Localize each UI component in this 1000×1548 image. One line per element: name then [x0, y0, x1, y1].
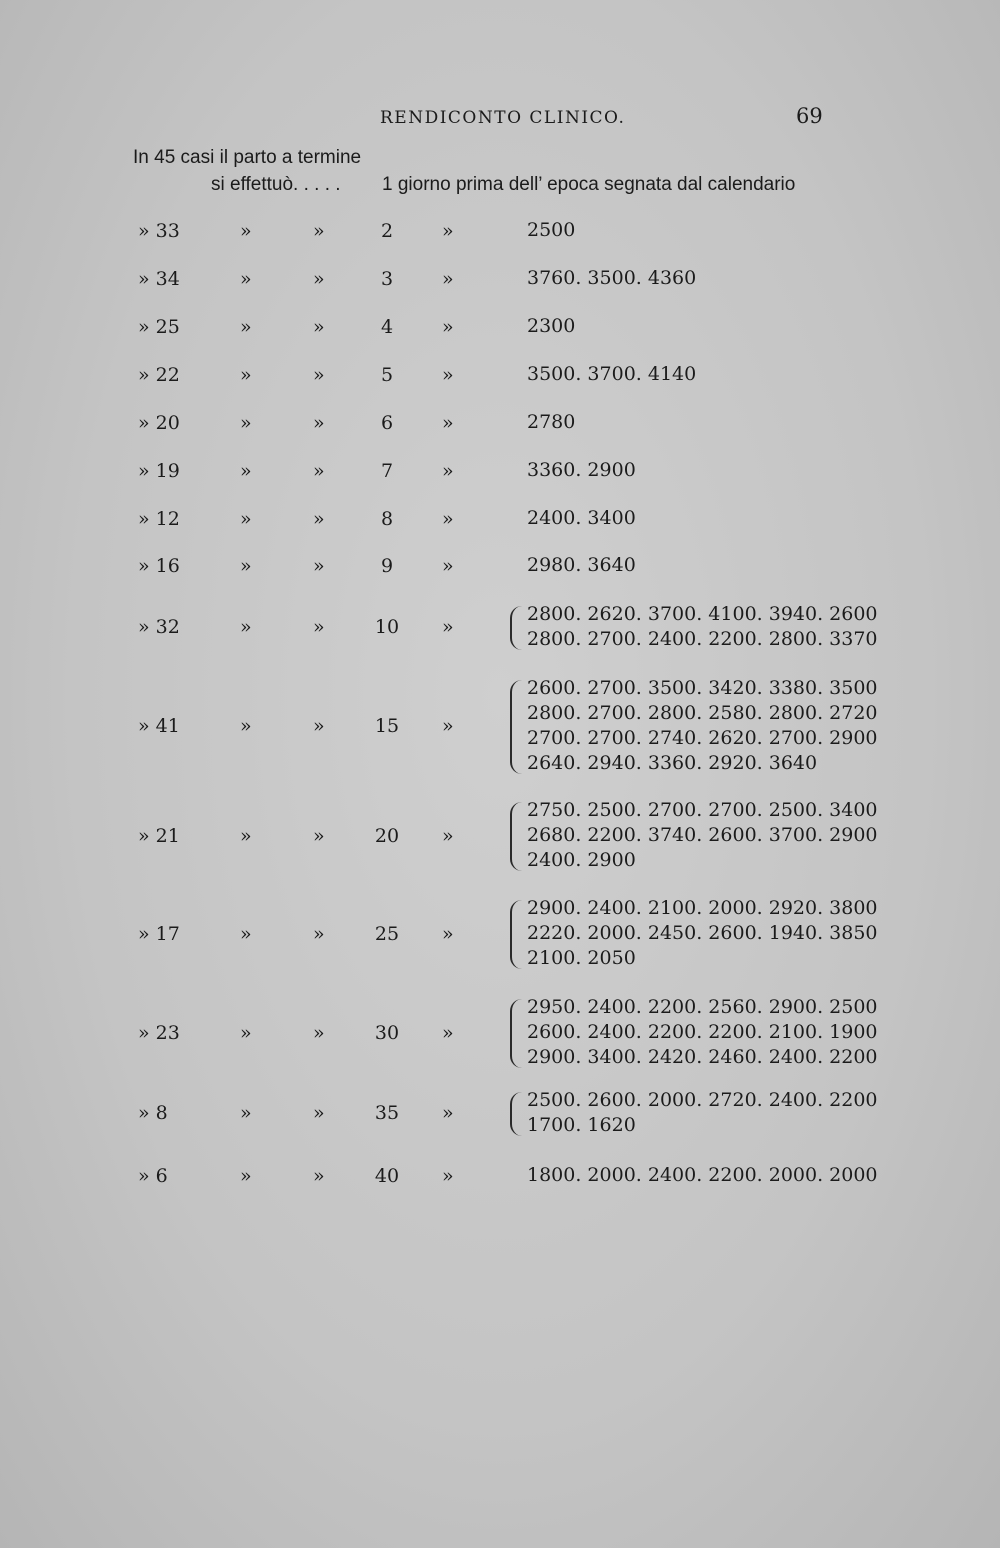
grouping-brace — [510, 802, 522, 871]
case-count: » 19 — [138, 460, 180, 482]
birth-weights — [527, 896, 878, 971]
case-count: » 25 — [138, 316, 180, 338]
weights-line: 3500. 3700. 4140 — [527, 363, 697, 385]
weights-line: 2100. 2050 — [527, 947, 636, 969]
case-count: » 23 — [138, 1022, 180, 1044]
grouping-brace — [510, 606, 522, 650]
weights-line: 2600. 2700. 3500. 3420. 3380. 3500 — [527, 676, 878, 699]
weights-line: 3360. 2900 — [527, 459, 636, 481]
case-count: » 12 — [138, 508, 180, 530]
ditto-mark: » — [240, 508, 252, 530]
intro-description: 1 giorno prima dell’ epoca segnata dal calendario — [382, 174, 796, 195]
birth-weights — [527, 218, 575, 243]
case-count: » 16 — [138, 555, 180, 577]
page-number: 69 — [796, 104, 823, 128]
ditto-mark: » — [240, 923, 252, 945]
ditto-mark: » — [442, 715, 454, 737]
birth-weights — [527, 995, 878, 1070]
ditto-mark: » — [240, 412, 252, 434]
birth-weights — [527, 458, 636, 483]
ditto-mark: » — [313, 508, 325, 530]
weights-line: 2800. 2620. 3700. 4100. 3940. 2600 — [527, 602, 878, 625]
ditto-mark: » — [442, 1102, 454, 1124]
ditto-mark: » — [442, 364, 454, 386]
birth-weights — [527, 676, 878, 776]
weights-line: 2900. 2400. 2100. 2000. 2920. 3800 — [527, 897, 878, 919]
days-before: 10 — [374, 616, 400, 638]
running-title: RENDICONTO CLINICO. — [380, 108, 626, 128]
birth-weights — [527, 602, 878, 652]
birth-weights — [527, 314, 575, 339]
weights-line: 1800. 2000. 2400. 2200. 2000. 2000 — [527, 1164, 878, 1186]
ditto-mark: » — [313, 1022, 325, 1044]
ditto-mark: » — [240, 825, 252, 847]
weights-line: 2300 — [527, 315, 576, 337]
birth-weights — [527, 798, 878, 873]
ditto-mark: » — [442, 1165, 454, 1187]
weights-line: 2700. 2700. 2740. 2620. 2700. 2900 — [527, 726, 878, 749]
ditto-mark: » — [240, 364, 252, 386]
ditto-mark: » — [442, 508, 454, 530]
ditto-mark: » — [442, 1022, 454, 1044]
weights-line: 2500 — [527, 219, 576, 241]
birth-weights — [527, 410, 575, 435]
ditto-mark: » — [313, 1102, 325, 1124]
ditto-mark: » — [240, 1022, 252, 1044]
days-before: 15 — [374, 715, 400, 737]
ditto-mark: » — [313, 715, 325, 737]
case-count: » 32 — [138, 616, 180, 638]
days-before: 2 — [380, 220, 394, 242]
days-before: 7 — [380, 460, 394, 482]
case-count: » 8 — [138, 1102, 168, 1124]
case-count: » 22 — [138, 364, 180, 386]
ditto-mark: » — [313, 616, 325, 638]
grouping-brace — [510, 1092, 522, 1136]
grouping-brace — [510, 999, 522, 1068]
ditto-mark: » — [240, 316, 252, 338]
birth-weights — [527, 266, 696, 291]
birth-weights — [527, 506, 636, 531]
ditto-mark: » — [442, 460, 454, 482]
ditto-mark: » — [240, 220, 252, 242]
case-count: » 20 — [138, 412, 180, 434]
birth-weights — [527, 1163, 878, 1188]
ditto-mark: » — [442, 825, 454, 847]
days-before: 35 — [374, 1102, 400, 1124]
case-count: » 33 — [138, 220, 180, 242]
case-count: » 41 — [138, 715, 180, 737]
case-count: » 21 — [138, 825, 180, 847]
days-before: 40 — [374, 1165, 400, 1187]
days-before: 5 — [380, 364, 394, 386]
intro-line-1: In 45 casi il parto a termine — [133, 147, 362, 168]
intro-line-2: si effettuò. . . . . — [211, 174, 341, 195]
weights-line: 2600. 2400. 2200. 2200. 2100. 1900 — [527, 1021, 878, 1043]
weights-line: 2400. 2900 — [527, 849, 636, 871]
weights-line: 2680. 2200. 3740. 2600. 3700. 2900 — [527, 824, 878, 846]
case-count: » 34 — [138, 268, 180, 290]
weights-line: 2500. 2600. 2000. 2720. 2400. 2200 — [527, 1088, 878, 1111]
ditto-mark: » — [442, 923, 454, 945]
ditto-mark: » — [240, 715, 252, 737]
grouping-brace — [510, 900, 522, 969]
ditto-mark: » — [240, 1102, 252, 1124]
weights-line: 2950. 2400. 2200. 2560. 2900. 2500 — [527, 996, 878, 1018]
ditto-mark: » — [313, 555, 325, 577]
weights-line: 2750. 2500. 2700. 2700. 2500. 3400 — [527, 799, 878, 821]
weights-line: 2800. 2700. 2800. 2580. 2800. 2720 — [527, 701, 878, 724]
weights-line: 2980. 3640 — [527, 554, 636, 576]
weights-line: 2800. 2700. 2400. 2200. 2800. 3370 — [527, 627, 878, 650]
days-before: 3 — [380, 268, 394, 290]
ditto-mark: » — [442, 412, 454, 434]
ditto-mark: » — [240, 460, 252, 482]
case-count: » 6 — [138, 1165, 168, 1187]
ditto-mark: » — [313, 923, 325, 945]
days-before: 20 — [374, 825, 400, 847]
ditto-mark: » — [313, 364, 325, 386]
days-before: 8 — [380, 508, 394, 530]
ditto-mark: » — [313, 412, 325, 434]
case-count: » 17 — [138, 923, 180, 945]
ditto-mark: » — [240, 268, 252, 290]
ditto-mark: » — [313, 268, 325, 290]
ditto-mark: » — [442, 555, 454, 577]
days-before: 9 — [380, 555, 394, 577]
ditto-mark: » — [313, 460, 325, 482]
birth-weights — [527, 553, 636, 578]
weights-line: 2780 — [527, 411, 576, 433]
weights-line: 1700. 1620 — [527, 1113, 636, 1136]
ditto-mark: » — [240, 616, 252, 638]
weights-line: 2400. 3400 — [527, 507, 636, 529]
grouping-brace — [510, 680, 522, 774]
weights-line: 3760. 3500. 4360 — [527, 267, 697, 289]
ditto-mark: » — [240, 1165, 252, 1187]
birth-weights — [527, 362, 696, 387]
ditto-mark: » — [442, 268, 454, 290]
ditto-mark: » — [313, 1165, 325, 1187]
ditto-mark: » — [442, 616, 454, 638]
ditto-mark: » — [313, 825, 325, 847]
days-before: 6 — [380, 412, 394, 434]
weights-line: 2220. 2000. 2450. 2600. 1940. 3850 — [527, 922, 878, 944]
birth-weights — [527, 1088, 878, 1138]
days-before: 25 — [374, 923, 400, 945]
ditto-mark: » — [313, 220, 325, 242]
ditto-mark: » — [313, 316, 325, 338]
ditto-mark: » — [442, 316, 454, 338]
days-before: 30 — [374, 1022, 400, 1044]
ditto-mark: » — [442, 220, 454, 242]
ditto-mark: » — [240, 555, 252, 577]
days-before: 4 — [380, 316, 394, 338]
weights-line: 2640. 2940. 3360. 2920. 3640 — [527, 751, 818, 774]
weights-line: 2900. 3400. 2420. 2460. 2400. 2200 — [527, 1046, 878, 1068]
